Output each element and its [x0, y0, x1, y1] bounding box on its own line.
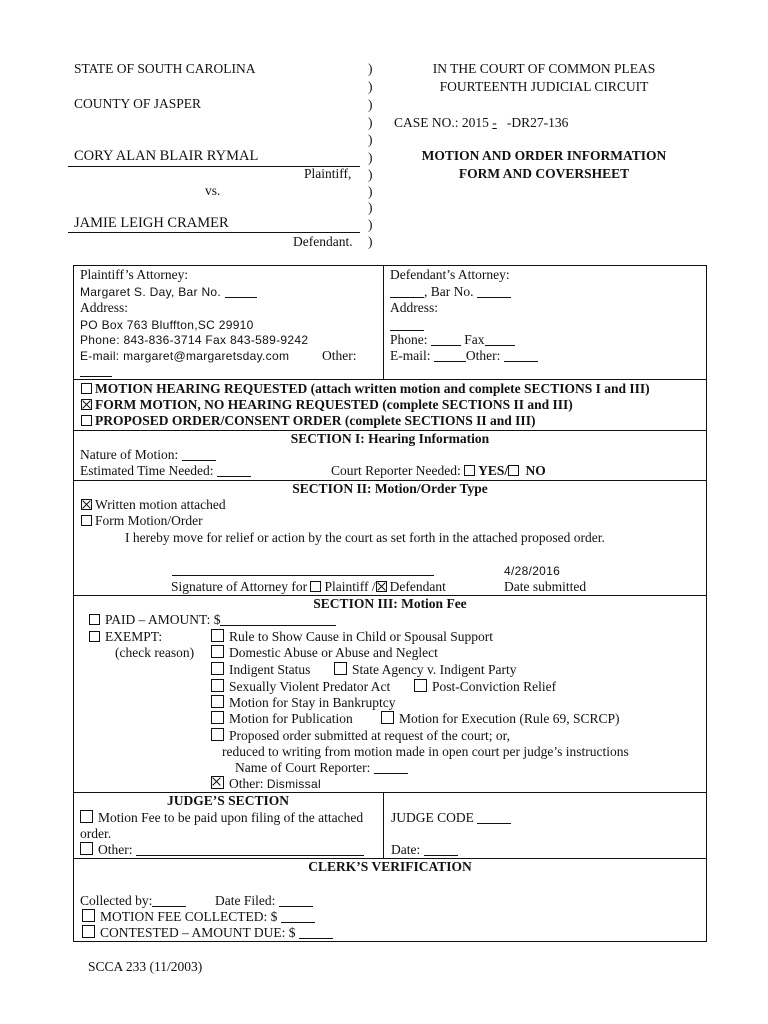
form-footer-code: SCCA 233 (11/2003) [88, 959, 203, 974]
defendant-attorney-name [390, 284, 511, 300]
defendant-fax-label: Fax [464, 332, 485, 347]
yes-label: YES/ [478, 463, 509, 478]
checkbox-fee-collected[interactable] [82, 909, 95, 922]
checkbox-publication[interactable] [211, 711, 224, 724]
paren-9: ) [368, 200, 373, 215]
court-line-2: FOURTEENTH JUDICIAL CIRCUIT [439, 79, 649, 94]
request-option-hearing[interactable] [81, 381, 650, 397]
reason-proposed[interactable] [211, 728, 510, 744]
request-option-form[interactable] [81, 397, 573, 413]
reason-indigent[interactable] [211, 662, 310, 678]
other-reason-value: Dismissal [266, 777, 321, 791]
paren-3: ) [368, 97, 373, 112]
contested-blank[interactable] [299, 926, 333, 939]
defendant-name: JAMIE LEIGH CRAMER [74, 215, 229, 231]
judge-fee-text-1: Motion Fee to be paid upon filing of the attached [98, 810, 364, 825]
signature-row [171, 579, 446, 595]
motion-statement: I hereby move for relief or action by the court as set forth in the attached proposed order. [125, 530, 605, 545]
execution-label: Motion for Execution (Rule 69, SCRCP) [399, 711, 620, 726]
case-number [394, 115, 568, 131]
checkbox-post-conviction[interactable] [414, 679, 427, 692]
checkbox-paid[interactable] [89, 614, 100, 625]
section2-title: SECTION II: Motion/Order Type [292, 481, 488, 496]
defendant-email-row [390, 348, 538, 364]
reason-publication[interactable] [211, 711, 353, 727]
plaintiff-attorney-header: Plaintiff’s Attorney: [80, 267, 189, 282]
plaintiff-opt-label: Plaintiff / [324, 579, 376, 594]
estimated-time [80, 463, 251, 479]
section3-title: SECTION III: Motion Fee [313, 596, 467, 611]
publication-label: Motion for Publication [229, 711, 353, 726]
checkbox-plaintiff[interactable] [310, 581, 321, 592]
checkbox-rule[interactable] [211, 629, 224, 642]
svp-label: Sexually Violent Predator Act [229, 679, 391, 694]
checkbox-other-checked[interactable] [211, 776, 224, 789]
checkbox-svp[interactable] [211, 679, 224, 692]
proposed-label-1: Proposed order submitted at request of the court; or, [229, 728, 511, 743]
defendant-email-blank[interactable] [434, 349, 466, 362]
other-reason-label: Other: [229, 776, 264, 791]
checkbox-indigent[interactable] [211, 662, 224, 675]
checkbox-yes[interactable] [464, 465, 475, 476]
defendant-address-label: Address: [390, 300, 438, 315]
plaintiff-other-blank[interactable] [80, 376, 112, 377]
paren-1: ) [368, 61, 373, 76]
collected-by-label: Collected by: [80, 893, 153, 908]
signature-label: Signature of Attorney for [171, 579, 308, 594]
plaintiff-other-label: Other: [322, 348, 357, 363]
defendant-other-label: Other: [465, 348, 501, 363]
defendant-email-label: E-mail: [390, 348, 431, 363]
no-label: NO [525, 463, 546, 478]
time-blank[interactable] [217, 464, 251, 477]
proposed-label-2: reduced to writing from motion made in open court per judge’s instructions [222, 744, 629, 759]
checkbox-written-checked[interactable] [81, 499, 92, 510]
checkbox-contested[interactable] [82, 925, 95, 938]
state-agency-label: State Agency v. Indigent Party [352, 662, 517, 677]
date-filed-row [215, 893, 313, 909]
vs-label: vs. [205, 183, 221, 198]
domestic-label: Domestic Abuse or Abuse and Neglect [229, 645, 438, 660]
plaintiff-name: CORY ALAN BLAIR RYMAL [74, 148, 259, 164]
judge-code-label: JUDGE CODE [391, 810, 474, 825]
defendant-bar-blank[interactable] [477, 285, 511, 298]
exempt-option[interactable] [89, 629, 162, 645]
reporter-name-row [235, 760, 408, 776]
case-no-suffix: -DR27 [506, 115, 544, 130]
plaintiff-attorney-name-text: Margaret S. Day, Bar No. [80, 285, 222, 299]
exempt-label: EXEMPT: [105, 629, 163, 644]
paid-amount-blank[interactable] [220, 613, 336, 626]
judge-fee-option[interactable] [80, 810, 363, 826]
attorney-column-divider [383, 265, 384, 379]
reporter-label: Court Reporter Needed: [331, 463, 461, 478]
case-no-sep: - [492, 115, 497, 130]
plaintiff-bar-blank[interactable] [225, 285, 257, 298]
checkbox-judge-other[interactable] [80, 842, 93, 855]
defendant-phone-row [390, 332, 515, 348]
paren-2: ) [368, 79, 373, 94]
paid-label: PAID – AMOUNT: $ [105, 612, 221, 627]
judge-other-option[interactable] [80, 842, 364, 858]
section1-title: SECTION I: Hearing Information [290, 431, 490, 446]
reason-stay[interactable] [211, 695, 395, 711]
nature-blank[interactable] [182, 448, 216, 461]
rule-label: Rule to Show Cause in Child or Spousal Support [229, 629, 494, 644]
judge-section-title: JUDGE’S SECTION [167, 793, 289, 808]
stay-label: Motion for Stay in Bankruptcy [229, 695, 396, 710]
judge-date-label: Date: [391, 842, 421, 857]
date-filed-blank[interactable] [279, 894, 313, 907]
check-reason-label: (check reason) [115, 645, 195, 660]
defendant-attorney-header: Defendant’s Attorney: [390, 267, 510, 282]
form-motion-label: Form Motion/Order [95, 513, 203, 528]
defendant-phone-blank[interactable] [431, 333, 461, 346]
post-conviction-label: Post-Conviction Relief [432, 679, 557, 694]
paren-5: ) [368, 132, 373, 147]
reason-state-agency[interactable] [334, 662, 516, 678]
request-hearing-label: MOTION HEARING REQUESTED (attach written motion and complete SECTIONS I and III) [95, 381, 650, 396]
reason-execution[interactable] [381, 711, 620, 727]
plaintiff-attorney-name [80, 285, 257, 299]
paren-6: ) [368, 150, 373, 165]
checkbox-proposed[interactable] [81, 415, 92, 426]
paren-10: ) [368, 217, 373, 232]
reason-post-conviction[interactable] [414, 679, 556, 695]
request-option-proposed[interactable] [81, 413, 535, 429]
checkbox-defendant-checked[interactable] [376, 581, 387, 592]
judge-code-row [391, 810, 511, 826]
state-label: STATE OF SOUTH CAROLINA [74, 61, 256, 76]
judge-other-blank[interactable] [136, 843, 364, 856]
reason-rule[interactable] [211, 629, 493, 645]
paren-4: ) [368, 115, 373, 130]
paren-11: ) [368, 234, 373, 249]
date-value: 4/28/2016 [504, 564, 561, 578]
reason-svp[interactable] [211, 679, 390, 695]
signature-line[interactable] [172, 575, 434, 576]
checkbox-exempt[interactable] [89, 631, 100, 642]
case-no-label: CASE NO.: 2015 [394, 115, 489, 130]
nature-of-motion [80, 447, 216, 463]
defendant-address-blank[interactable] [390, 330, 424, 331]
checkbox-domestic[interactable] [211, 645, 224, 658]
checkbox-execution[interactable] [381, 711, 394, 724]
paid-option[interactable] [89, 612, 336, 628]
time-label: Estimated Time Needed: [80, 463, 214, 478]
case-no-num: 136 [548, 115, 569, 130]
collected-by-blank[interactable] [152, 894, 186, 907]
reporter-name-label: Name of Court Reporter: [235, 760, 371, 775]
defendant-opt-label: Defendant [389, 579, 446, 594]
reporter-name-blank[interactable] [374, 761, 408, 774]
defendant-name-blank[interactable] [390, 285, 424, 298]
judge-date-blank[interactable] [424, 843, 458, 856]
date-submitted-label: Date submitted [504, 579, 587, 594]
defendant-phone-label: Phone: [390, 332, 428, 347]
checkbox-no[interactable] [508, 465, 519, 476]
clerk-section-title: CLERK’S VERIFICATION [308, 859, 472, 874]
form-motion-option[interactable] [81, 513, 203, 529]
request-form-label: FORM MOTION, NO HEARING REQUESTED (complete SECTIONS II and III) [95, 397, 573, 412]
fee-collected-blank[interactable] [281, 910, 315, 923]
contested-option[interactable] [82, 925, 333, 941]
checkbox-proposed-order[interactable] [211, 728, 224, 741]
fee-collected-option[interactable] [82, 909, 315, 925]
plaintiff-address: PO Box 763 Bluffton,SC 29910 [80, 318, 254, 332]
checkbox-judge-fee[interactable] [80, 810, 93, 823]
plaintiff-email: E-mail: margaret@margaretsday.com [80, 349, 290, 363]
case-no-sep-2: - [543, 115, 549, 130]
court-line-1: IN THE COURT OF COMMON PLEAS [432, 61, 656, 76]
plaintiff-address-label: Address: [80, 300, 128, 315]
form-title-1: MOTION AND ORDER INFORMATION [421, 148, 667, 163]
judge-date-row [391, 842, 458, 858]
court-reporter-needed [331, 463, 546, 479]
plaintiff-label: Plaintiff, [304, 166, 352, 181]
reason-other[interactable] [211, 776, 321, 792]
paren-7: ) [368, 167, 373, 182]
paren-8: ) [368, 184, 373, 199]
collected-by-row [80, 893, 186, 909]
reason-domestic[interactable] [211, 645, 438, 661]
judge-code-blank[interactable] [477, 811, 511, 824]
written-label: Written motion attached [95, 497, 226, 512]
fee-collected-label: MOTION FEE COLLECTED: $ [100, 909, 278, 924]
checkbox-state-agency[interactable] [334, 662, 347, 675]
defendant-fax-blank[interactable] [485, 333, 515, 346]
checkbox-stay[interactable] [211, 695, 224, 708]
checkbox-form-motion[interactable] [81, 515, 92, 526]
judge-column-divider [383, 792, 384, 858]
contested-label: CONTESTED – AMOUNT DUE: $ [100, 925, 296, 940]
checkbox-hearing[interactable] [81, 383, 92, 394]
judge-fee-text-2: order. [80, 826, 112, 841]
indigent-label: Indigent Status [229, 662, 311, 677]
checkbox-form-checked[interactable] [81, 399, 92, 410]
judge-other-label: Other: [98, 842, 133, 857]
defendant-other-blank[interactable] [504, 349, 538, 362]
form-title-2: FORM AND COVERSHEET [458, 166, 630, 181]
written-motion-option[interactable] [81, 497, 226, 513]
defendant-underline [68, 232, 360, 233]
date-filed-label: Date Filed: [215, 893, 276, 908]
defendant-bar-label: , Bar No. [424, 284, 474, 299]
plaintiff-phone: Phone: 843-836-3714 Fax 843-589-9242 [80, 333, 309, 347]
nature-label: Nature of Motion: [80, 447, 179, 462]
county-label: COUNTY OF JASPER [74, 96, 202, 111]
request-proposed-label: PROPOSED ORDER/CONSENT ORDER (complete SECTIONS II and III) [95, 413, 536, 428]
divider-attorneys [73, 379, 707, 380]
defendant-label: Defendant. [293, 234, 353, 249]
